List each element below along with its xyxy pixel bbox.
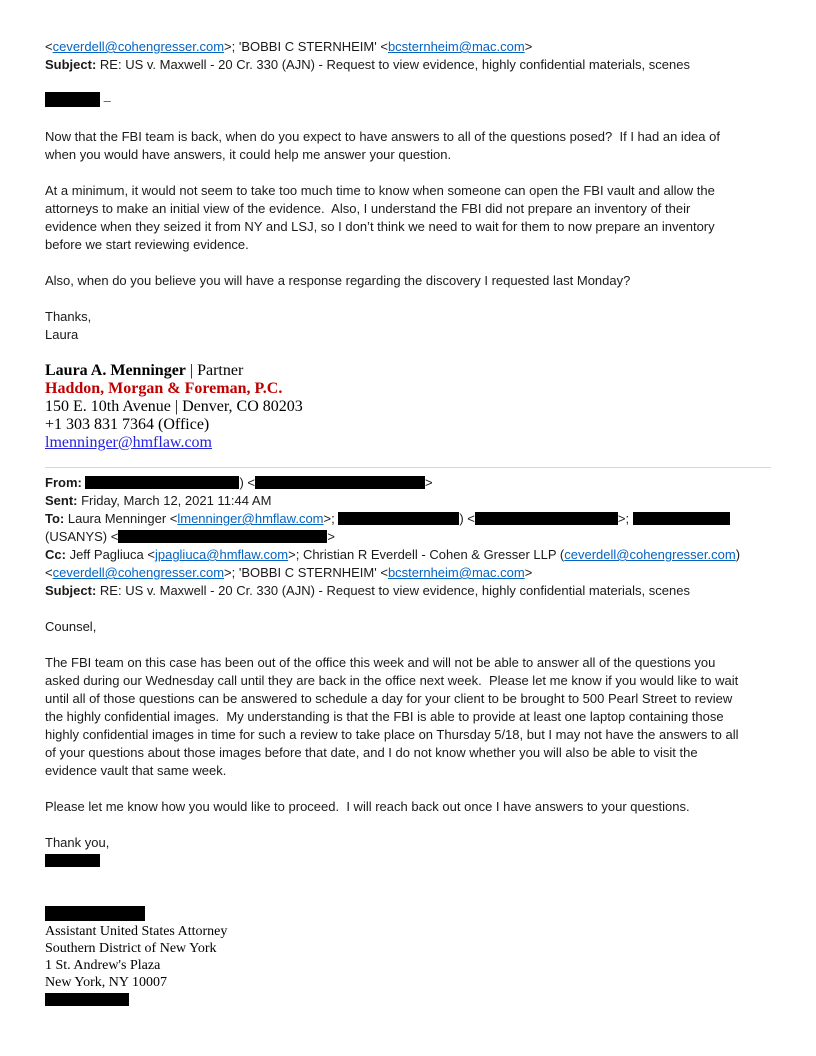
text-run: Laura [45, 327, 79, 342]
email-link[interactable]: ceverdell@cohengresser.com [52, 39, 225, 54]
text-line [45, 380, 771, 398]
text-line [45, 326, 771, 344]
email2-header [45, 474, 771, 600]
text-line [45, 434, 771, 452]
email-link[interactable]: bcsternheim@mac.com [387, 39, 525, 54]
text-line [45, 308, 771, 326]
email2-closing [45, 834, 771, 870]
text-run: the highly confidential images. My understanding is that the FBI is able to provide at least one laptop containing those [45, 709, 724, 724]
text-line [45, 690, 771, 708]
text-line [45, 672, 771, 690]
text-line [45, 726, 771, 744]
text-run: >; [323, 511, 339, 526]
text-run: Jeff Pagliuca < [65, 547, 155, 562]
text-run: Laura Menninger < [64, 511, 178, 526]
email1-recipients-continuation [45, 38, 771, 74]
text-run: >; 'BOBBI C STERNHEIM' < [224, 39, 388, 54]
text-line [45, 957, 771, 974]
divider [45, 467, 771, 468]
text-run: ) < [239, 475, 256, 490]
text-run: +1 303 831 7364 (Office) [45, 416, 210, 433]
text-line [45, 128, 771, 146]
email1-signature-block [45, 362, 771, 452]
text-run: RE: US v. Maxwell - 20 Cr. 330 (AJN) - Request to view evidence, highly confidential materials, scenes [96, 57, 690, 72]
text-line [45, 564, 771, 582]
text-run: Now that the FBI team is back, when do you expect to have answers to all of the questions posed? If I had an idea of [45, 129, 720, 144]
text-run: RE: US v. Maxwell - 20 Cr. 330 (AJN) - Request to view evidence, highly confidential materials, scenes [96, 583, 690, 598]
text-line [45, 236, 771, 254]
text-run: of your questions about those images before that date, and I do not know whether you will also be able to visit the [45, 745, 698, 760]
text-line [45, 923, 771, 940]
text-run: 150 E. 10th Avenue | Denver, CO 80203 [45, 398, 303, 415]
text-run: ) [735, 547, 741, 562]
email-link[interactable]: ceverdell@cohengresser.com [564, 547, 736, 562]
text-run: > [327, 529, 335, 544]
text-line [45, 510, 771, 528]
redaction-box [633, 512, 730, 525]
text-run: Subject: [45, 583, 97, 598]
text-line [45, 546, 771, 564]
text-line [45, 474, 771, 492]
text-line [45, 182, 771, 200]
email-link[interactable]: jpagliuca@hmflaw.com [154, 547, 289, 562]
redaction-box [255, 476, 425, 489]
text-line [45, 56, 771, 74]
text-line [45, 272, 771, 290]
text-line [45, 92, 771, 110]
text-run: evidence when they seized it from NY and LSJ, so I don’t think we need to wait for them to now prepare an inventory [45, 219, 715, 234]
text-line [45, 416, 771, 434]
text-line [45, 852, 771, 870]
text-run: before we start reviewing evidence. [45, 237, 249, 252]
redaction-box [118, 530, 327, 543]
text-run: Southern District of New York [45, 941, 217, 956]
text-run: < [45, 39, 53, 54]
text-run: > [425, 475, 433, 490]
email1-greeting-redacted [45, 92, 771, 110]
text-line [45, 834, 771, 852]
text-run: Please let me know how you would like to proceed. I will reach back out once I have answers to your questions. [45, 799, 690, 814]
text-run: < [45, 565, 53, 580]
text-run: Haddon, Morgan & Foreman, P.C. [45, 380, 283, 397]
text-run: (USANYS) < [45, 529, 119, 544]
text-line [45, 492, 771, 510]
text-run: New York, NY 10007 [45, 975, 167, 990]
text-line [45, 362, 771, 380]
email2-paragraph-1 [45, 654, 771, 780]
email1-paragraph-2 [45, 182, 771, 254]
text-run: Friday, March 12, 2021 11:44 AM [77, 493, 272, 508]
redaction-box [338, 512, 459, 525]
text-run: until all of those questions can be answered to schedule a day for your client to be brought to 500 Pearl Street to review [45, 691, 733, 706]
email-link[interactable]: ceverdell@cohengresser.com [52, 565, 225, 580]
text-line [45, 146, 771, 164]
text-run: >; 'BOBBI C STERNHEIM' < [224, 565, 388, 580]
email-link[interactable]: bcsternheim@mac.com [387, 565, 525, 580]
text-run: evidence vault that same week. [45, 763, 227, 778]
email1-closing [45, 308, 771, 344]
redaction-box [45, 854, 100, 867]
redaction-box [85, 476, 239, 489]
text-run: Assistant United States Attorney [45, 924, 228, 939]
text-line [45, 528, 771, 546]
text-run: Thanks, [45, 309, 92, 324]
text-line [45, 744, 771, 762]
text-run: Thank you, [45, 835, 110, 850]
text-line [45, 940, 771, 957]
text-line [45, 582, 771, 600]
text-line [45, 618, 771, 636]
text-line [45, 38, 771, 56]
text-run: From: [45, 475, 82, 490]
text-run: Subject: [45, 57, 97, 72]
email2-paragraph-2 [45, 798, 771, 816]
email2-salutation [45, 618, 771, 636]
text-run: highly confidential images in time for such a review to take place on Thursday 5/18, but I may not have the answers to all [45, 727, 739, 742]
text-run: Laura A. Menninger [45, 362, 186, 379]
redaction-box [45, 906, 145, 921]
email1-paragraph-1 [45, 128, 771, 164]
text-run: Counsel, [45, 619, 97, 634]
text-run: attorneys to make an initial view of the evidence. Also, I understand the FBI did not prepare an inventory of their [45, 201, 691, 216]
text-run: Also, when do you believe you will have a response regarding the discovery I requested last Monday? [45, 273, 631, 288]
text-run: asked during our Wednesday call until they are back in the office next week. Please let me know if you would like to wait [45, 673, 739, 688]
text-run: ) < [459, 511, 475, 526]
text-run: The FBI team on this case has been out of the office this week and will not be able to answer all of the questions you [45, 655, 716, 670]
redaction-box [45, 993, 129, 1006]
text-run: – [100, 93, 111, 108]
text-line [45, 218, 771, 236]
text-run: >; Christian R Everdell - Cohen & Gresser LLP ( [288, 547, 565, 562]
text-run: > [524, 39, 533, 54]
text-run: > [524, 565, 533, 580]
email-link[interactable]: lmenninger@hmflaw.com [177, 511, 324, 526]
text-run: >; [617, 511, 633, 526]
text-line [45, 398, 771, 416]
text-line [45, 906, 771, 923]
redaction-box [45, 92, 100, 107]
text-run: 1 St. Andrew's Plaza [45, 958, 161, 973]
email1-paragraph-3 [45, 272, 771, 290]
text-run: Cc: [45, 547, 66, 562]
text-line [45, 974, 771, 991]
text-run: | Partner [185, 362, 244, 379]
text-run: To: [45, 511, 65, 526]
text-line [45, 991, 771, 1008]
redaction-box [475, 512, 618, 525]
email-link[interactable]: lmenninger@hmflaw.com [45, 434, 212, 451]
text-line [45, 708, 771, 726]
email2-signature-block [45, 906, 771, 1008]
text-run: Sent: [45, 493, 78, 508]
text-run: At a minimum, it would not seem to take too much time to know when someone can open the FBI vault and allow the [45, 183, 715, 198]
text-line [45, 798, 771, 816]
text-line [45, 654, 771, 672]
text-run: when you would have answers, it could help me answer your question. [45, 147, 452, 162]
text-line [45, 200, 771, 218]
text-line [45, 762, 771, 780]
